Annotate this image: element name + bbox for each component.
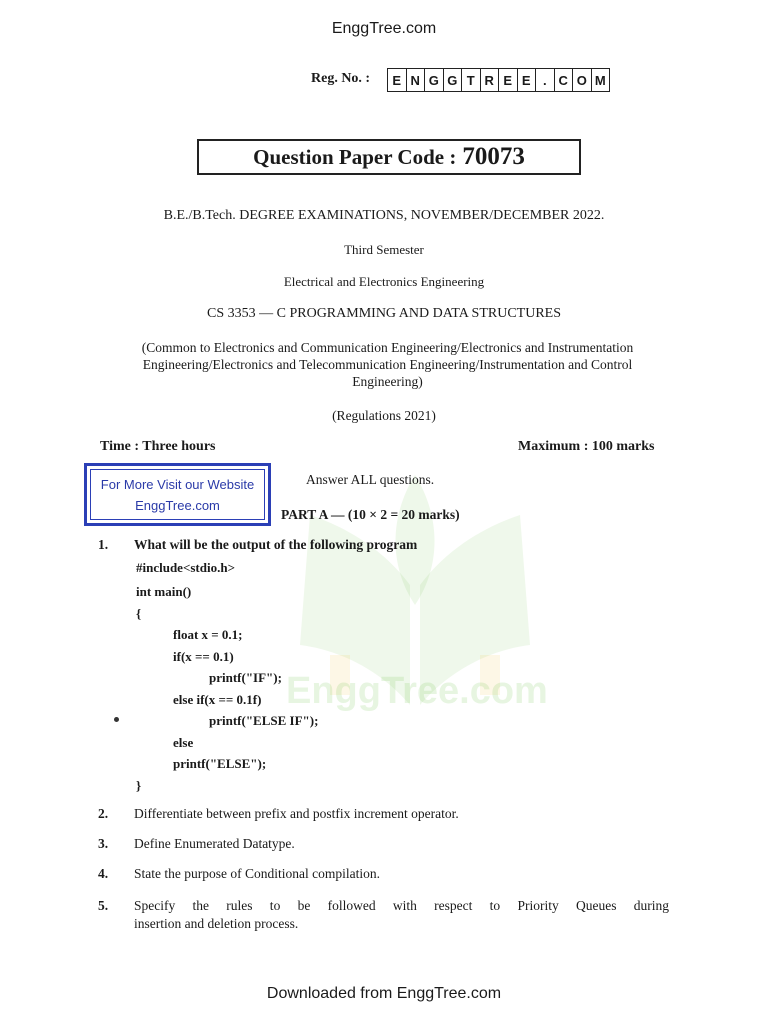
max-marks: Maximum : 100 marks bbox=[518, 439, 655, 454]
regulations: (Regulations 2021) bbox=[332, 408, 436, 423]
code-line: printf("ELSE IF"); bbox=[209, 713, 319, 728]
code-line: printf("ELSE"); bbox=[173, 756, 267, 771]
reg-no-char: O bbox=[573, 69, 592, 91]
reg-no-char: R bbox=[481, 69, 500, 91]
site-footer: Downloaded from EnggTree.com bbox=[266, 985, 502, 1002]
semester: Third Semester bbox=[344, 242, 424, 257]
code-line: if(x == 0.1) bbox=[173, 649, 234, 664]
reg-no-char: G bbox=[444, 69, 463, 91]
reg-no-char: C bbox=[555, 69, 574, 91]
reg-no-char: . bbox=[536, 69, 555, 91]
code-line: float x = 0.1; bbox=[173, 627, 243, 642]
reg-no-char: N bbox=[407, 69, 426, 91]
question-text: Differentiate between prefix and postfix increment operator. bbox=[134, 806, 459, 821]
question-text: What will be the output of the following program bbox=[134, 537, 418, 552]
reg-no-label: Reg. No. : bbox=[311, 71, 371, 86]
reg-no-char: M bbox=[594, 72, 606, 88]
reg-no-char: E bbox=[388, 69, 407, 91]
reg-no-char: E bbox=[499, 69, 518, 91]
question-text: Define Enumerated Datatype. bbox=[134, 836, 295, 851]
watermark-text: EnggTree.com bbox=[286, 670, 548, 712]
question-number: 5. bbox=[98, 898, 109, 913]
code-line: else if(x == 0.1f) bbox=[173, 692, 262, 707]
common-note: (Common to Electronics and Communication Engineering/Electronics and Instrumentation Engineering/Electronics and Telecommunication Engineering/Instrumentation and Control Engineering) bbox=[141, 340, 634, 389]
instruction: Answer ALL questions. bbox=[306, 472, 435, 487]
question-paper-code-label: Question Paper Code : bbox=[253, 144, 457, 169]
promo-line-2: EnggTree.com bbox=[135, 497, 220, 513]
code-line: printf("IF"); bbox=[209, 670, 282, 685]
department: Electrical and Electronics Engineering bbox=[283, 274, 485, 289]
code-line: int main() bbox=[136, 584, 192, 599]
reg-no-boxes bbox=[387, 68, 610, 92]
question-number: 3. bbox=[98, 836, 109, 851]
site-header: EnggTree.com bbox=[331, 20, 437, 37]
code-line: } bbox=[136, 778, 142, 793]
question-text: Specify the rules to be followed with respect to Priority Queues during bbox=[134, 898, 669, 913]
question-text: State the purpose of Conditional compilation. bbox=[134, 866, 380, 881]
exam-title: B.E./B.Tech. DEGREE EXAMINATIONS, NOVEMBER/DECEMBER 2022. bbox=[163, 208, 605, 223]
code-line: else bbox=[173, 735, 194, 750]
question-text-continued: insertion and deletion process. bbox=[134, 916, 299, 931]
promo-line-1: For More Visit our Website bbox=[100, 476, 255, 492]
reg-no-char: E bbox=[518, 69, 537, 91]
time-label: Time : Three hours bbox=[100, 439, 216, 454]
reg-no-char: G bbox=[425, 69, 444, 91]
code-line: #include<stdio.h> bbox=[136, 560, 235, 575]
question-paper-code: 70073 bbox=[462, 143, 525, 170]
question-number: 1. bbox=[98, 537, 109, 552]
bullet-dot bbox=[114, 717, 119, 722]
question-paper-code-box bbox=[197, 139, 581, 175]
website-promo-box[interactable] bbox=[84, 463, 271, 526]
part-a-heading: PART A — (10 × 2 = 20 marks) bbox=[281, 507, 460, 522]
code-line: { bbox=[136, 606, 142, 621]
course-title: CS 3353 — C PROGRAMMING AND DATA STRUCTURES bbox=[207, 306, 561, 321]
question-number: 2. bbox=[98, 806, 109, 821]
reg-no-char: T bbox=[462, 69, 481, 91]
question-number: 4. bbox=[98, 866, 109, 881]
